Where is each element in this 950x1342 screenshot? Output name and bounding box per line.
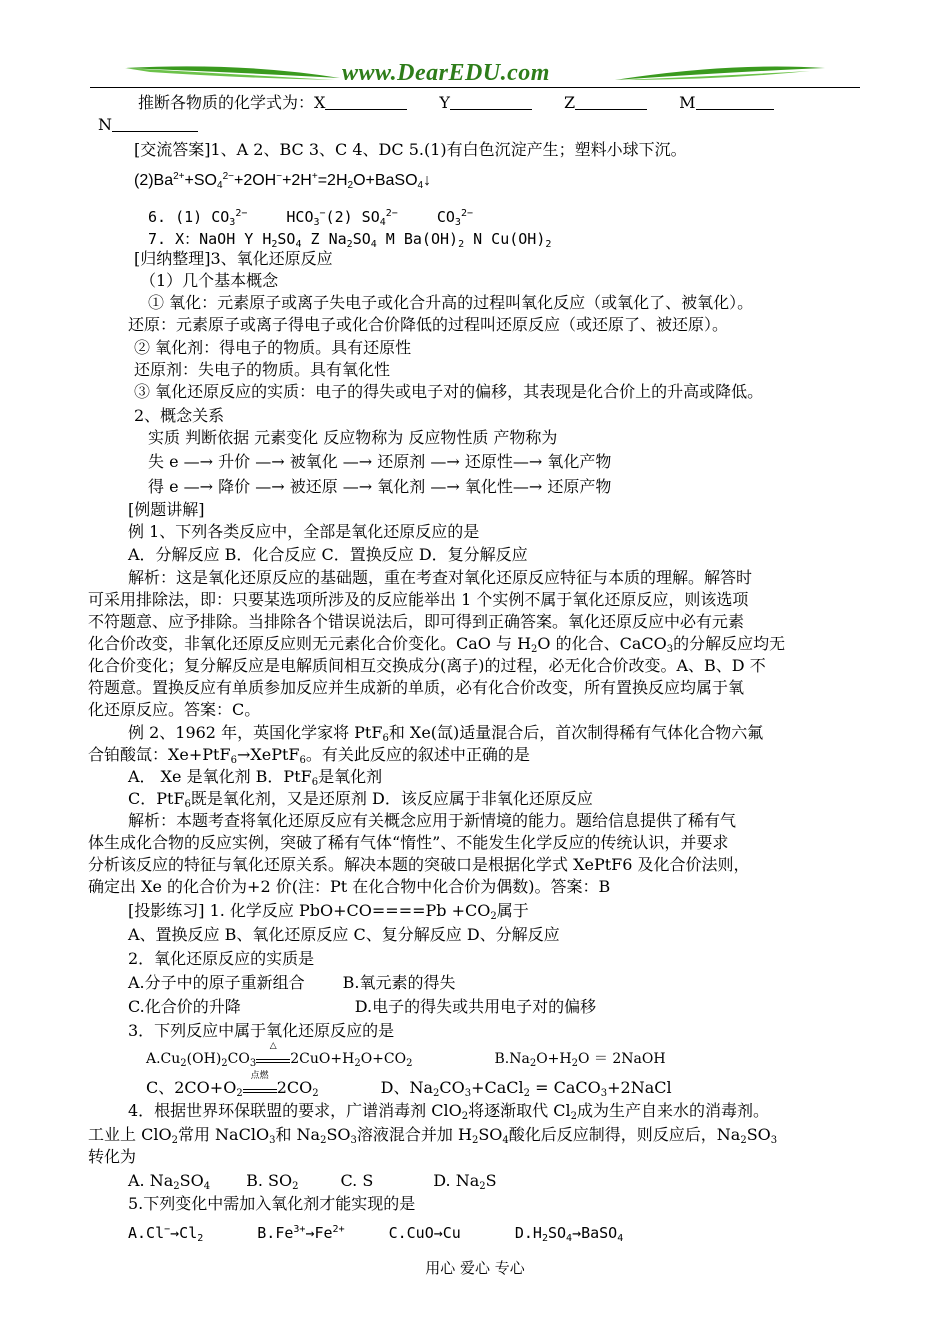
- example-1-analysis-cont: 符题意。置换反应有单质参加反应并生成新的单质，必有化合价改变，所有置换反应均属于氧: [88, 678, 745, 697]
- practice-3-options-cd: C、$2CO+O_2$ 点燃 $2CO_2$ D、$Na_2CO_3+CaCl_2$ = CaCO$_3$+2NaCl: [146, 1071, 672, 1099]
- answer-6: 6. (1) $CO_3^{2-}$ $HCO_3^-(2)$ $SO_4^{2-}$ $CO_3^{2-}$: [148, 208, 473, 228]
- practice-4-question: 4．根据世界环保联盟的要求，广谱消毒剂 ClO$_2$将逐渐取代 $Cl_2$成为生产自来水的消毒剂。: [128, 1101, 769, 1122]
- concept-reductant: 还原剂：失电子的物质。具有氧化性: [134, 360, 391, 379]
- example-1-answer: 化还原反应。答案：C。: [88, 700, 261, 719]
- equation-answer-5-2: $(2)Ba^{2+}+SO_4^{2-}+2OH^-+2H^+=2H_2O+BaSO_4↓$: [134, 171, 432, 191]
- practice-5-options: $A.Cl^-\to Cl_2$ $B.Fe^{3+}\to Fe^{2+}$ C.CuO→Cu $D.H_2SO_4\to BaSO_4$: [128, 1224, 624, 1244]
- answer-7: 7. X：NaOH Y $H_2SO_4$ Z $Na_2SO_4$ M $Ba(OH)_2$ N $Cu(OH)_2$: [148, 230, 552, 250]
- concept-oxidation: ① 氧化：元素原子或离子失电子或化合升高的过程叫氧化反应（或氧化了、被氧化）。: [148, 293, 754, 312]
- question-7-prompt-cont: N: [98, 114, 198, 136]
- practice-3-options-ab: $A.Cu_2(OH)_2CO_3$ △ $2CuO+H_2O+CO_2$ $B.Na_2O+H_2O$ ＝ 2NaOH: [146, 1041, 666, 1069]
- practice-4-question-cont: 转化为: [88, 1147, 137, 1166]
- practice-5-question: 5.下列变化中需加入氧化剂才能实现的是: [128, 1194, 416, 1213]
- example-2-question-cont: 合铂酸氙：Xe+PtF$_6$→XePtF$_6$。有关此反应的叙述中正确的是: [88, 745, 530, 766]
- basic-concepts-heading: （1）几个基本概念: [140, 271, 279, 290]
- question-7-prompt: 推断各物质的化学式为：X Y Z M: [138, 92, 774, 114]
- practice-4-options: A. $Na_2SO_4$ B. $SO_2$ C. S D. $Na_2S$: [128, 1171, 497, 1192]
- concept-essence: ③ 氧化还原反应的实质：电子的得失或电子对的偏移，其表现是化合价上的升高或降低。: [134, 382, 764, 401]
- example-1-analysis-cont: 化合价变化；复分解反应是电解质间相互交换成分(离子)的过程，必无化合价改变。A、B、D 不: [88, 656, 766, 675]
- example-2-answer: 确定出 Xe 的化合价为+2 价(注：Pt 在化合物中化合价为偶数)。答案：B: [88, 877, 611, 896]
- example-1-analysis: 解析：这是氧化还原反应的基础题，重在考查对氧化还原反应特征与本质的理解。解答时: [128, 568, 753, 587]
- concept-relation-heading: 2、概念关系: [134, 406, 225, 425]
- example-2-analysis: 解析：本题考查将氧化还原反应有关概念应用于新情境的能力。题给信息提供了稀有气: [128, 811, 737, 830]
- practice-2-question: 2．氧化还原反应的实质是: [128, 949, 315, 968]
- practice-1-question: [投影练习] 1. 化学反应 $PbO+CO====Pb +CO_2$属于: [128, 901, 529, 922]
- example-2-analysis-cont: 分析该反应的特征与氧化还原关系。解决本题的突破口是根据化学式 XePtF6 及化合价法则，: [88, 855, 750, 874]
- example-2-analysis-cont: 体生成化合物的反应实例，突破了稀有气体“惰性”、不能发生化学反应的传统认识，并要求: [88, 833, 729, 852]
- example-1-analysis-cont: 不符题意、应予排除。当排除各个错误说法后，即可得到正确答案。氧化还原反应中必有元素: [88, 612, 745, 631]
- relation-row-lose-electrons: 失 e —→ 升价 —→ 被氧化 —→ 还原剂 —→ 还原性—→ 氧化产物: [148, 452, 612, 471]
- section-summary-heading: [归纳整理]3、氧化还原反应: [134, 249, 333, 268]
- practice-2-options-cd: C.化合价的升降 D.电子的得失或共用电子对的偏移: [128, 997, 597, 1016]
- example-2-question: 例 2、1962 年，英国化学家将 PtF$_6$和 Xe(氙)适量混合后，首次制得稀有气体化合物六氟: [128, 723, 764, 744]
- example-1-analysis-cont: 可采用排除法，即：只要某选项所涉及的反应能举出 1 个实例不属于氧化还原反应，则该选项: [88, 590, 749, 609]
- example-1-options: A．分解反应 B．化合反应 C．置换反应 D．复分解反应: [128, 545, 528, 564]
- page-header: [90, 58, 860, 92]
- exchange-answers: [交流答案]1、A 2、BC 3、C 4、DC 5.(1)有白色沉淀产生；塑料小球下沉。: [134, 140, 687, 159]
- practice-3-question: 3．下列反应中属于氧化还原反应的是: [128, 1021, 395, 1040]
- concept-oxidant: ② 氧化剂：得电子的物质。具有还原性: [134, 338, 412, 357]
- practice-1-options: A、置换反应 B、氧化还原反应 C、复分解反应 D、分解反应: [128, 925, 560, 944]
- header-rule: [90, 87, 860, 88]
- practice-4-question-cont: 工业上 ClO$_2$常用 NaClO$_3$和 $Na_2SO_3$溶液混合并加 $H_2SO_4$酸化后反应制得，则反应后，$Na_2SO_3$: [88, 1125, 778, 1146]
- relation-row-gain-electrons: 得 e —→ 降价 —→ 被还原 —→ 氧化剂 —→ 氧化性—→ 还原产物: [148, 477, 612, 496]
- site-logo: www.DearEDU.com: [342, 60, 550, 86]
- example-1-analysis-cont: 化合价改变，非氧化还原反应则无元素化合价变化。CaO 与 $H_2O$ 的化合、CaCO$_3$的分解反应均无: [88, 634, 786, 655]
- practice-2-options-ab: A.分子中的原子重新组合 B.氧元素的得失: [128, 973, 456, 992]
- concept-reduction: 还原：元素原子或离子得电子或化合价降低的过程叫还原反应（或还原了、被还原）。: [128, 315, 729, 334]
- example-2-options-cd: C．PtF$_6$既是氧化剂，又是还原剂 D．该反应属于非氧化还原反应: [128, 789, 593, 810]
- page-footer: 用心 爱心 专心: [425, 1259, 525, 1277]
- section-examples-heading: [例题讲解]: [128, 500, 205, 519]
- example-1-question: 例 1、下列各类反应中，全部是氧化还原反应的是: [128, 522, 480, 541]
- relation-table-header: 实质 判断依据 元素变化 反应物称为 反应物性质 产物称为: [148, 428, 558, 447]
- example-2-options-ab: A． Xe 是氧化剂 B．PtF$_6$是氧化剂: [128, 767, 383, 788]
